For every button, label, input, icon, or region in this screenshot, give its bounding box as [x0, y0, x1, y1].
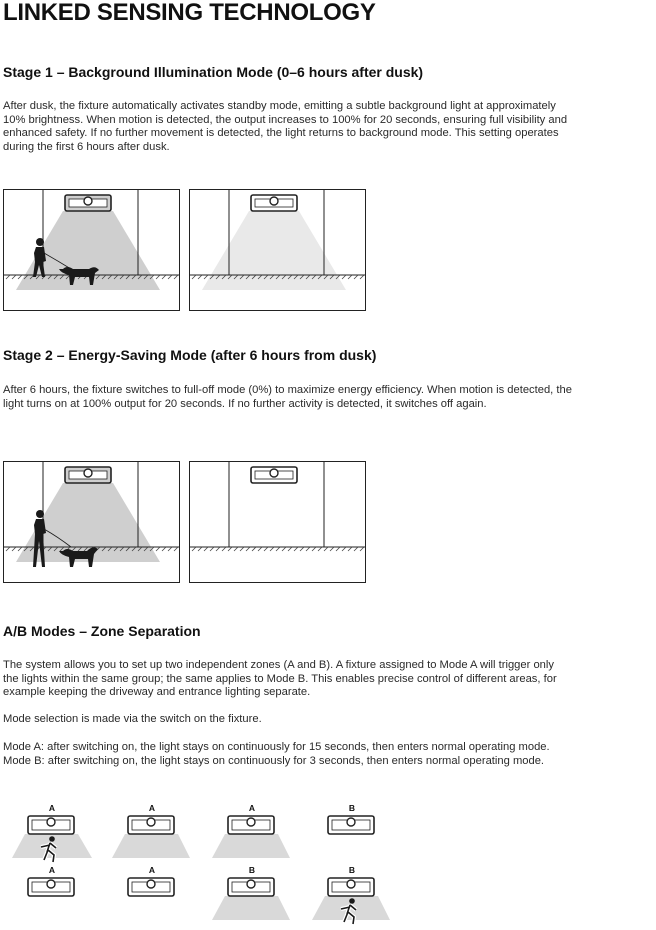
stage2-illustration — [3, 461, 367, 584]
stage2-line-2: light turns on at 100% output for 20 seconds. If no further activity is detected, it switches off again. — [3, 397, 487, 410]
zone-fixture-r2c2 — [128, 865, 174, 896]
light-fixture — [251, 195, 297, 211]
zone-label: A — [48, 803, 56, 813]
zone-fixture-r2c3 — [212, 865, 290, 920]
zone-fixture-r1c3 — [212, 803, 290, 858]
zone-row-2 — [28, 865, 390, 924]
stage2-panel-off — [190, 462, 366, 583]
zone-fixture-r1c4 — [328, 803, 374, 834]
mode-a-description: Mode A: after switching on, the light stays on continuously for 15 seconds, then enters normal operating mode. — [3, 741, 550, 753]
ab-modes-heading: A/B Modes – Zone Separation — [3, 623, 201, 639]
light-beam — [212, 896, 290, 920]
zone-label: A — [48, 865, 56, 875]
zone-row-1 — [12, 803, 374, 862]
zone-diagram — [0, 800, 400, 930]
zone-fixture-r1c1 — [12, 803, 92, 862]
stage1-illustration — [3, 189, 367, 312]
stage1-line-3: enhanced safety. If no further movement is detected, the light returns to background mode. This setting operates — [3, 127, 559, 140]
stage1-panel-standby — [190, 190, 366, 311]
stage1-heading: Stage 1 – Background Illumination Mode (0–6 hours after dusk) — [3, 64, 424, 80]
light-fixture — [65, 195, 111, 211]
light-fixture — [65, 467, 111, 483]
zone-label: A — [148, 865, 156, 875]
zone-fixture-r2c1 — [28, 865, 74, 896]
light-beam — [112, 834, 190, 858]
stage2-heading: Stage 2 – Energy-Saving Mode (after 6 hours from dusk) — [3, 347, 377, 363]
ab-line-2: the lights within the same group; the same applies to Mode B. This enables precise control of different areas, for — [3, 672, 557, 685]
ab-modes-description — [3, 659, 655, 700]
ab-line-3: example keeping the driveway and entrance lighting separate. — [3, 686, 311, 699]
stage2-description — [3, 384, 655, 411]
stage1-description — [3, 100, 655, 154]
ab-line-1: The system allows you to set up two independent zones (A and B). A fixture assigned to Mode A will trigger only — [3, 659, 554, 671]
light-fixture — [251, 467, 297, 483]
zone-label: A — [148, 803, 156, 813]
stage1-line-4: during the first 6 hours after dusk. — [3, 140, 170, 153]
zone-label: B — [348, 865, 356, 875]
stage1-line-1: After dusk, the fixture automatically activates standby mode, emitting a subtle background light at approximately — [3, 100, 556, 112]
zone-label: B — [348, 803, 356, 813]
zone-label: B — [248, 865, 256, 875]
stage1-panel-motion — [4, 190, 180, 311]
zone-fixture-r1c2 — [112, 803, 190, 858]
page-title: LINKED SENSING TECHNOLOGY — [3, 0, 376, 26]
stage2-line-1: After 6 hours, the fixture switches to full-off mode (0%) to maximize energy efficiency. When motion is detected, the — [3, 384, 572, 396]
mode-b-description: Mode B: after switching on, the light stays on continuously for 3 seconds, then enters normal operating mode. — [3, 755, 545, 767]
zone-label: A — [248, 803, 256, 813]
stage2-panel-motion — [4, 462, 180, 583]
light-beam — [212, 834, 290, 858]
mode-selection-note: Mode selection is made via the switch on the fixture. — [3, 713, 262, 725]
zone-fixture-r2c4 — [312, 865, 390, 924]
stage1-line-2: 10% brightness. When motion is detected, the output increases to 100% for 20 seconds, ensuring full visibility and — [3, 113, 568, 126]
